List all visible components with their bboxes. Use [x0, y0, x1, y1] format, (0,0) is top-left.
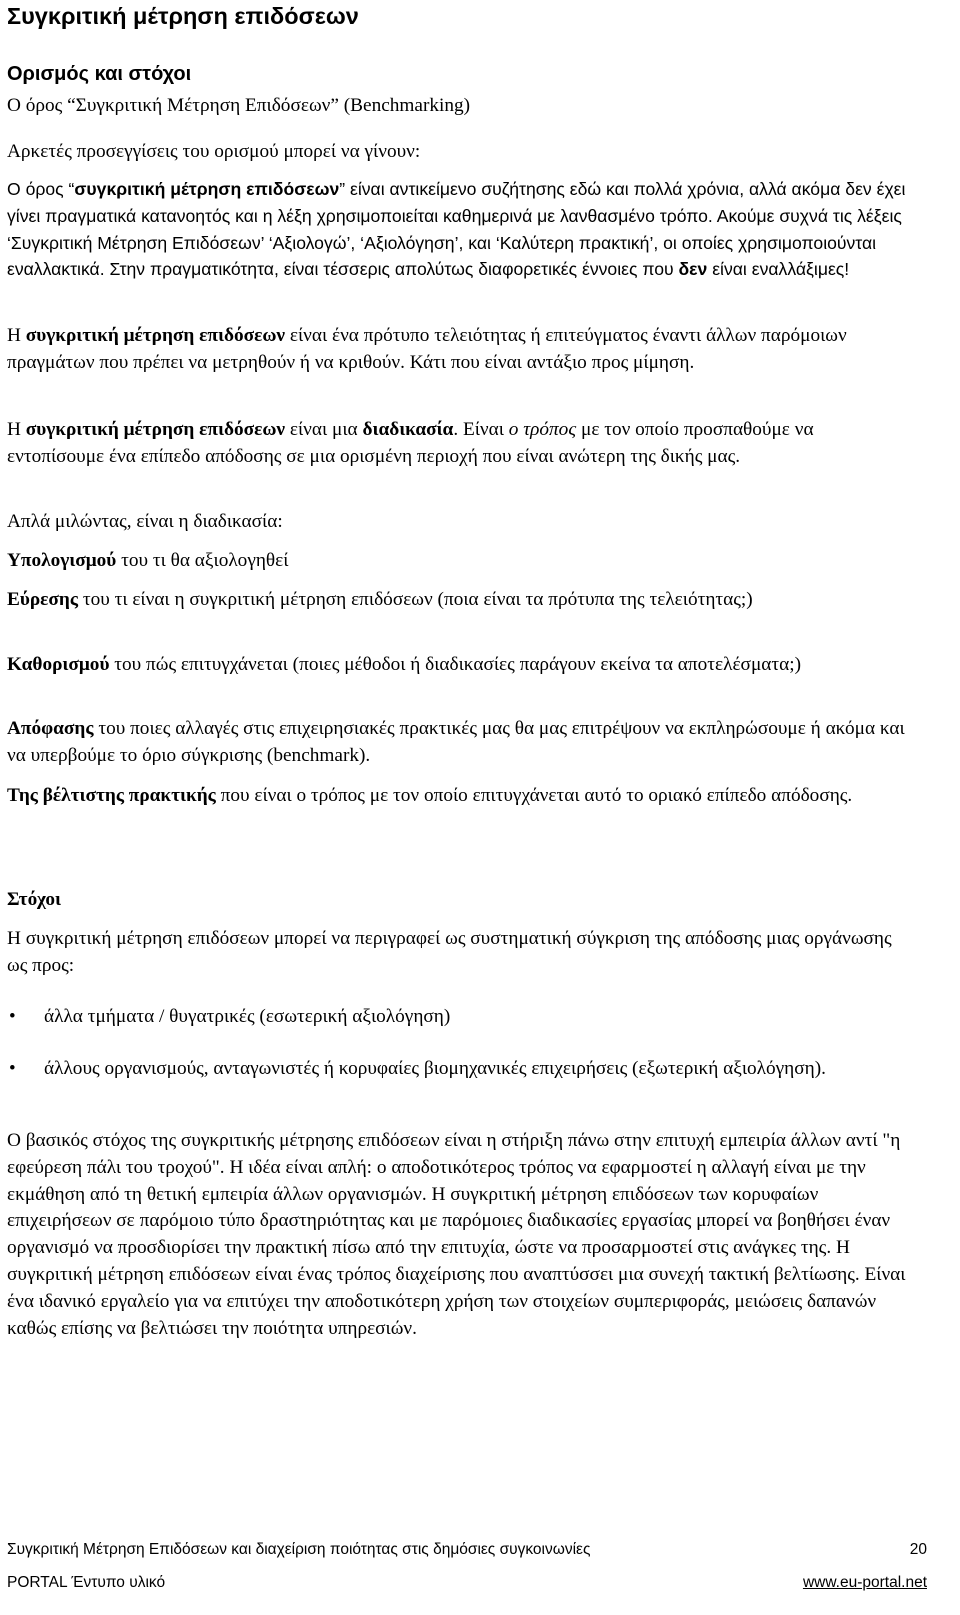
text-run: Η [7, 325, 26, 346]
text-run: είναι εναλλάξιμες! [707, 259, 850, 280]
step-bold: Εύρεσης [7, 589, 78, 610]
page-number: 20 [909, 1541, 927, 1558]
step-bold: Υπολογισμού [7, 550, 117, 571]
bullet-icon: • [9, 1006, 16, 1027]
bold-term: συγκριτική μέτρηση επιδόσεων [25, 325, 286, 346]
text-run: είναι ένα πρότυπο τελειότητας ή επιτεύγματος έναντι άλλων παρόμοιων πραγμάτων που πρέπει να μετρηθούν ή να κριθούν. Κάτι που είναι αντάξιο προς μίμηση. [7, 325, 847, 373]
goals-closing-paragraph: Ο βασικός στόχος της συγκριτικής μέτρησης επιδόσεων είναι η στήριξη πάνω στην επιτυχή εμπειρία άλλων αντί "η εφεύρεση πάλι του τροχού". Η ιδέα είναι απλή: ο αποδοτικότερος τρόπος να εφαρμοστεί η αλλαγή είναι με την εκμάθηση από τη θετική εμπειρία άλλων οργανισμών. Η συγκριτική μέτρηση επιδόσεων των κορυφαίων επιχειρήσεων σε παρόμοιο τύπο δραστηριότητας και με παρόμοιες διαδικασίες εργασίας μπορεί να βοηθήσει έναν οργανισμό να προσδιορίσει την πρακτική πίσω από την επιτυχία, ώστε να προσαρμοστεί στις ανάγκες της. Η συγκριτική μέτρηση επιδόσεων είναι ένας τρόπος διαχείρισης που αναπτύσσει μια συνεχή τακτική βελτίωσης. Είναι ένα ιδανικό εργαλείο για να επιτύχει την αποδοτικότερη χρήση των στοιχείων συμπεριφοράς, μειώσεις δαπανών καθώς επίσης να βελτιώσει την ποιότητα υπηρεσιών. [7, 1130, 906, 1339]
step-text: του πώς επιτυγχάνεται (ποιες μέθοδοι ή διαδικασίες παράγουν εκείνα τα αποτελέσματα;) [109, 654, 802, 675]
italic-phrase: ο τρόπος [508, 419, 577, 440]
goals-intro: Η συγκριτική μέτρηση επιδόσεων μπορεί να περιγραφεί ως συστηματική σύγκριση της απόδοσης μιας οργάνωσης ως προς: [7, 928, 892, 976]
step-text: του τι είναι η συγκριτική μέτρηση επιδόσεων (ποια είναι τα πρότυπα της τελειότητας;) [78, 589, 753, 610]
text-run: Ο όρος “ [7, 179, 75, 199]
step-bold: Απόφασης [7, 718, 94, 739]
paragraph-standard [7, 323, 912, 377]
list-item-text: άλλα τμήματα / θυγατρικές (εσωτερική αξιολόγηση) [44, 1006, 451, 1027]
website-link[interactable]: www.eu-portal.net [802, 1574, 927, 1591]
text-run: Η [7, 419, 26, 440]
text-run: . Είναι [453, 419, 509, 440]
text-run: είναι μια [285, 419, 363, 440]
bullet-icon: • [9, 1058, 16, 1079]
bold-term: συγκριτική μέτρηση επιδόσεων [74, 179, 340, 199]
text-run: με τον οποίο προσπαθούμε να εντοπίσουμε ένα επίπεδο απόδοσης σε μια ορισμένη περιοχή που είναι ανώτερη της δικής μας. [7, 419, 814, 467]
step-item [7, 548, 912, 575]
approaches-line: Αρκετές προσεγγίσεις του ορισμού μπορεί να γίνουν: [7, 141, 421, 162]
footer-publisher-row [7, 1573, 927, 1593]
step-text: του ποιες αλλαγές στις επιχειρησιακές πρακτικές μας θα μας επιτρέψουν να εκπληρώσουμε ή ακόμα και να υπερβούμε το όριο σύγκρισης (benchmark). [7, 718, 905, 766]
step-item [7, 716, 912, 770]
step-text: που είναι ο τρόπος με τον οποίο επιτυγχάνεται αυτό το οριακό επίπεδο απόδοσης. [215, 785, 853, 806]
step-bold: Της βέλτιστης πρακτικής [7, 785, 216, 806]
step-item [7, 587, 912, 614]
footer-title-row [7, 1540, 927, 1560]
list-item-text: άλλους οργανισμούς, ανταγωνιστές ή κορυφαίες βιομηχανικές επιχειρήσεις (εξωτερική αξιολόγηση). [44, 1058, 826, 1079]
text-run: ” είναι αντικείμενο συζήτησης εδώ και πολλά χρόνια, αλλά ακόμα δεν έχει γίνει πραγματικά κατανοητός και η λέξη χρησιμοποιείται καθημερινά με λανθασμένο τρόπο. Ακούμε συχνά τις λέξεις ‘Συγκριτική Μέτρηση Επιδόσεων’ ‘Αξιολογώ’, ‘Αξιολόγηση’, και ‘Καλύτερη πρακτική’, οι οποίες χρησιμοποιούνται εναλλακτικά. Στην πραγματικότητα, είναι τέσσερις απολύτως διαφορετικές έννοιες που [7, 179, 906, 280]
section-heading-definition: Ορισμός και στόχοι [7, 63, 192, 85]
step-text: του τι θα αξιολογηθεί [116, 550, 289, 571]
step-item [7, 652, 912, 679]
step-item [7, 783, 912, 810]
footer-publisher: PORTAL Έντυπο υλικό [7, 1574, 166, 1591]
paragraph-process [7, 417, 912, 471]
term-line: Ο όρος “Συγκριτική Μέτρηση Επιδόσεων” (Benchmarking) [7, 95, 471, 116]
section-heading-goals: Στόχοι [7, 889, 61, 910]
paragraph-definition [7, 176, 912, 283]
bold-word: δεν [678, 259, 708, 280]
footer-doc-title: Συγκριτική Μέτρηση Επιδόσεων και διαχείριση ποιότητας στις δημόσιες συγκοινωνίες [7, 1541, 591, 1558]
page-title: Συγκριτική μέτρηση επιδόσεων [7, 3, 359, 29]
step-bold: Καθορισμού [7, 654, 110, 675]
bold-word: διαδικασία [362, 419, 454, 440]
simply-line: Απλά μιλώντας, είναι η διαδικασία: [7, 511, 283, 532]
bold-term: συγκριτική μέτρηση επιδόσεων [25, 419, 286, 440]
